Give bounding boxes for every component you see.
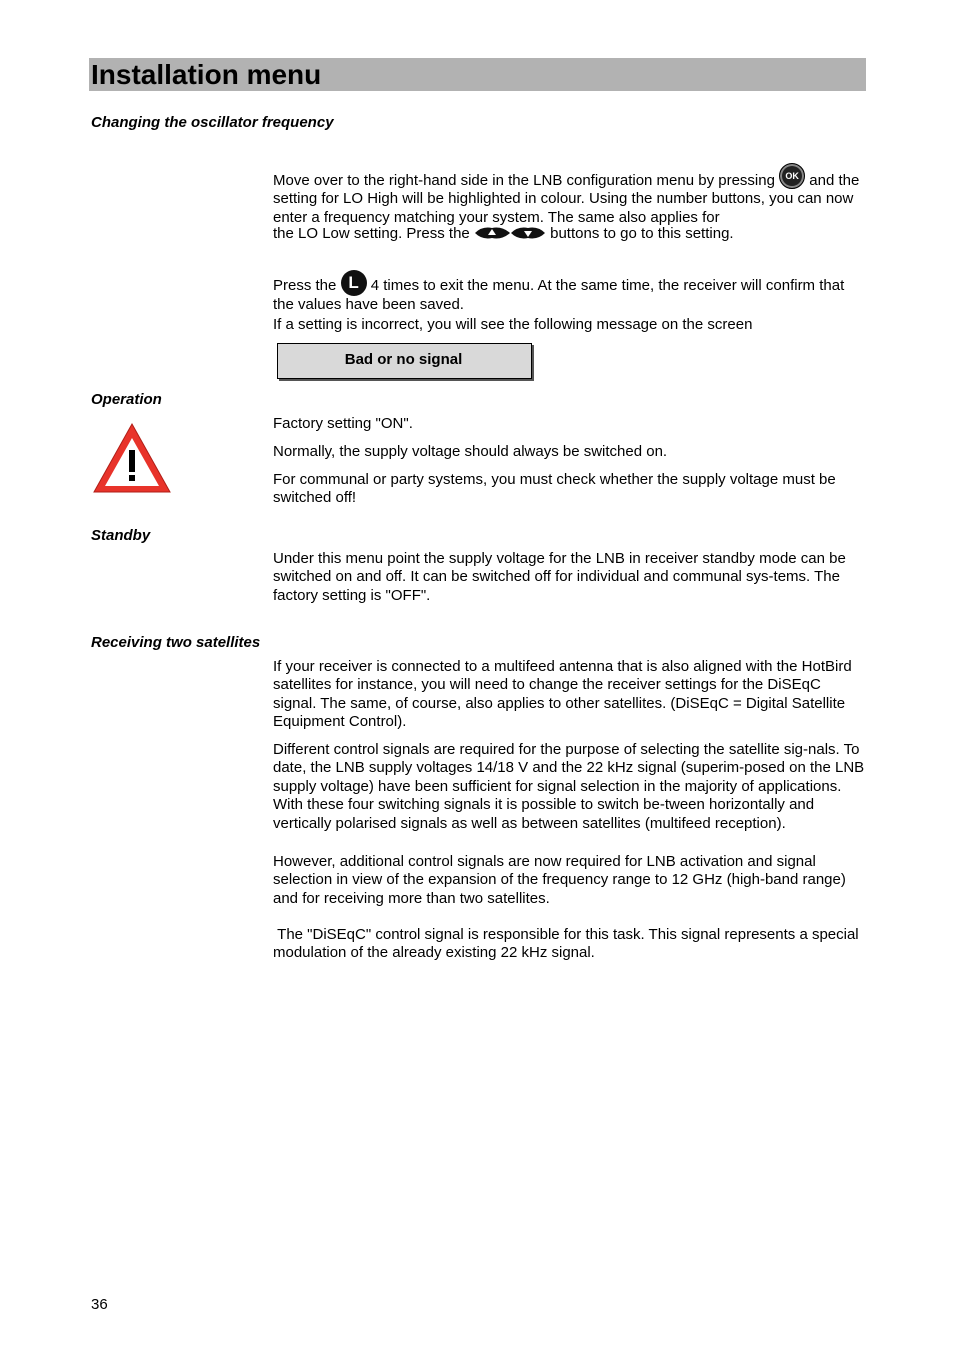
text: buttons to go to this setting. <box>550 225 734 242</box>
exit-button-icon <box>341 270 367 296</box>
paragraph-two-satellites-2: Different control signals are required for the purpose of selecting the satellite sig-nals. To date, the LNB supply voltages 14/18 V and the 22 kHz signal (superim-posed on the LNB supply voltage) have been sufficient for signal selection in the majority of applications. With these four switching signals it is possible to switch be-tween horizontally and vertically polarised signals as well as between satellites (multifeed reception). <box>273 741 865 832</box>
arrow-up-down-buttons-icon <box>474 225 546 241</box>
message-box-text: Bad or no signal <box>344 351 463 368</box>
heading-operation: Operation <box>91 391 162 408</box>
ok-button-icon <box>779 163 805 189</box>
heading-standby: Standby <box>91 527 151 544</box>
l-icon-label: L <box>348 273 359 292</box>
text: Press the <box>273 277 337 294</box>
page-title: Installation menu <box>91 59 322 90</box>
paragraph-oscillator-3 <box>273 262 865 314</box>
paragraph-oscillator-4: If a setting is incorrect, you will see the following message on the screen <box>273 316 753 333</box>
ok-icon-label: OK <box>785 171 799 181</box>
paragraph-operation-2: Normally, the supply voltage should always be switched on. <box>273 443 668 460</box>
text: and the setting for LO High will be highlighted in colour. Using the number buttons, you can now enter a frequency matching your system. The same also applies for <box>273 172 860 226</box>
text: 4 times to exit the menu. At the same time, the receiver will confirm that the values have been saved. <box>273 277 845 313</box>
paragraph-oscillator-1 <box>273 145 865 227</box>
paragraph-two-satellites-4: The "DiSEqC" control signal is responsible for this task. This signal represents a special modulation of the already existing 22 kHz signal. <box>273 926 863 962</box>
paragraph-operation-3: For communal or party systems, you must check whether the supply voltage must be switched off! <box>273 471 836 507</box>
paragraph-operation-1: Factory setting "ON". <box>273 415 413 432</box>
page-number: 36 <box>91 1296 108 1313</box>
heading-oscillator: Changing the oscillator frequency <box>91 114 334 131</box>
heading-two-satellites: Receiving two satellites <box>91 634 261 651</box>
text: Move over to the right-hand side in the LNB configuration menu by pressing <box>273 172 775 189</box>
text: the LO Low setting. Press the <box>273 225 470 242</box>
paragraph-two-satellites-3: However, additional control signals are now required for LNB activation and signal selection in view of the expansion of the frequency range to 12 GHz (high-band range) and for receiving more than two satellites. <box>273 853 846 907</box>
paragraph-oscillator-2 <box>273 225 865 243</box>
paragraph-two-satellites-1: If your receiver is connected to a multifeed antenna that is also aligned with the HotBird satellites for instance, you will need to change the receiver settings for the DiSEqC signal. The same, of course, also applies to other satellites. (DiSEqC = Digital Satellite Equipment Control). <box>273 658 852 731</box>
paragraph-standby-1: Under this menu point the supply voltage for the LNB in receiver standby mode can be switched on and off. It can be switched off for individual and communal sys-tems. The factory setting is "OFF". <box>273 550 846 604</box>
warning-triangle-icon <box>92 422 172 494</box>
